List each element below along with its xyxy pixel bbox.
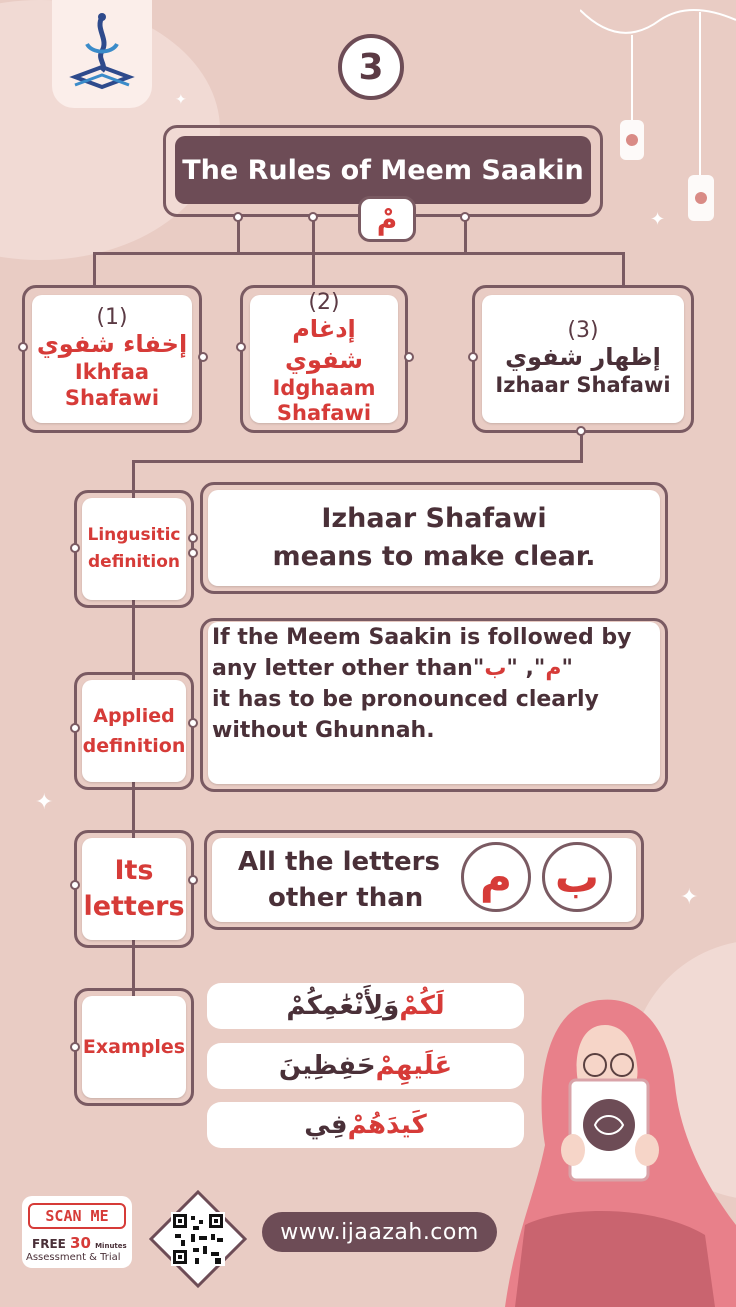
letters-text: other than [268,883,424,913]
category-card-ikhfaa[interactable] [32,295,192,423]
applied-line: it has to be pronounced clearly [212,687,599,712]
girl-with-quran-illustration [505,995,736,1307]
example-item [207,1102,524,1148]
connector-line [132,460,583,463]
applied-line [212,653,631,684]
example-item [207,1043,524,1089]
category-card-izhaar[interactable] [482,295,684,423]
connector-dot [236,342,246,352]
example-item [207,983,524,1029]
connector-dot [188,718,198,728]
ba-letter-circle: ب [542,842,612,912]
connector-dot [70,543,80,553]
free-trial-text [32,1234,127,1252]
qr-code[interactable] [149,1190,247,1288]
connector-line [93,252,623,255]
connector-dot [468,352,478,362]
sparkle-icon: ✦ [35,790,54,815]
connector-dot [18,342,28,352]
meem-letter: م [545,656,562,681]
connector-dot [188,533,198,543]
label-text: letters [83,891,185,922]
connector-dot [188,548,198,558]
lantern-decoration [580,0,736,270]
connector-line [93,252,96,288]
category-arabic: إدغام شفوي [285,314,363,374]
example-rest: فِي [304,1110,348,1140]
label-text: definition [88,552,180,572]
applied-line: without Ghunnah. [212,718,435,743]
connector-dot [233,212,243,222]
category-arabic: إظهار شفوي [505,342,661,371]
meem-letter-circle: م [461,842,531,912]
label-text: Lingusitic [87,524,181,545]
example-highlight: لَكُمْ [399,991,445,1021]
applied-definition-card [208,622,660,784]
applied-fragment: " [561,656,573,681]
connector-dot [308,212,318,222]
label-text: Applied [93,704,175,727]
category-number: (3) [567,317,599,343]
label-text: definition [82,735,186,757]
applied-line: If the Meem Saakin is followed by [212,625,632,650]
sparkle-icon: ✦ [680,885,699,910]
applied-text [208,622,631,746]
letters-label-card [82,838,186,940]
definition-text: Izhaar Shafawi [321,503,547,535]
connector-dot [70,723,80,733]
label-text: Its [114,854,154,886]
applied-fragment: any letter other than" [212,656,485,681]
meem-letter-badge: مْ [358,196,416,242]
applied-label-card [82,680,186,782]
applied-fragment: ", " [506,656,546,681]
connector-dot [460,212,470,222]
category-number: (2) [308,289,340,315]
connector-dot [70,880,80,890]
logo-icon [67,9,137,99]
connector-dot [576,426,586,436]
example-rest: حَفِظِينَ [278,1051,376,1081]
label-text: Examples [82,1035,186,1058]
category-english: Idghaam [272,376,376,400]
example-highlight: عَلَيهِمْ [375,1051,453,1081]
page-title: The Rules of Meem Saakin [175,136,591,204]
connector-dot [404,352,414,362]
category-english: Ikhfaa [74,360,150,385]
example-highlight: كَيدَهُمْ [347,1110,427,1140]
connector-dot [198,352,208,362]
website-url[interactable]: www.ijaazah.com [262,1212,497,1252]
ijaazah-logo[interactable] [52,0,152,108]
examples-label-card [82,996,186,1098]
linguistic-definition-card [208,490,660,586]
minutes-label: Minutes [95,1242,127,1250]
trial-minutes: 30 [70,1234,91,1252]
example-rest: وَلِأَنْعَٰمِكُمْ [286,991,400,1021]
sparkle-icon: ✦ [175,92,187,108]
free-label: FREE [32,1237,66,1251]
connector-line [312,252,315,288]
connector-line [622,252,625,288]
step-number-badge: 3 [338,34,404,100]
definition-text: means to make clear. [272,541,596,572]
category-number: (1) [96,305,128,331]
scan-me-label: SCAN ME [28,1203,126,1229]
connector-dot [70,1042,80,1052]
category-english: Shafawi [64,385,160,410]
category-english: Izhaar Shafawi [495,373,671,397]
connector-dot [188,875,198,885]
category-card-idghaam[interactable] [250,289,398,426]
letters-text: All the letters [238,846,440,877]
assessment-trial-text: Assessment & Trial [26,1252,121,1263]
category-english: Shafawi [276,401,372,426]
ba-letter: ب [484,656,507,681]
linguistic-label-card [82,498,186,600]
category-arabic: إخفاء شفوي [36,330,188,359]
svg-text:✦: ✦ [650,209,666,230]
